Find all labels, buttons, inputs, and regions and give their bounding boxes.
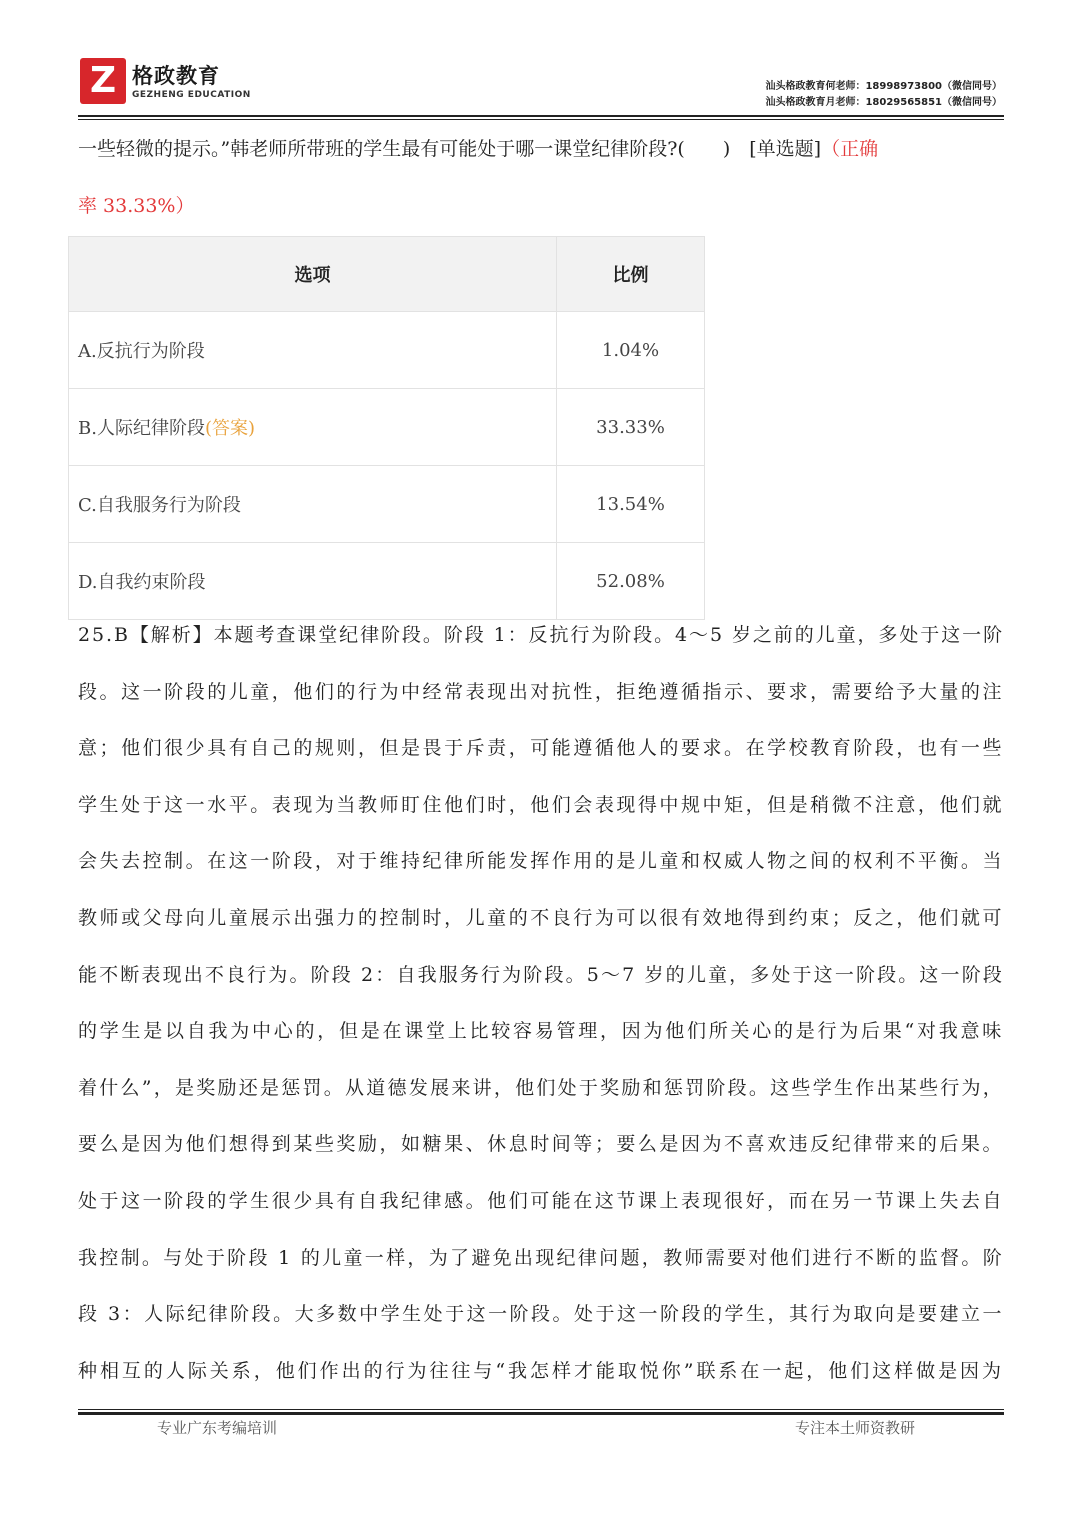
option-label: D.自我约束阶段 [78, 572, 206, 593]
option-cell [69, 466, 557, 543]
analysis-line: 着什么”，是奖励还是惩罚。从道德发展来讲，他们处于奖励和惩罚阶段。这些学生作出某些行为， [78, 1076, 1004, 1099]
column-header-option: 选项 [69, 237, 557, 312]
footer-left: 专业广东考编培训 [157, 1419, 278, 1437]
analysis-paragraph [78, 607, 1004, 1399]
analysis-line: 意；他们很少具有自己的规则，但是畏于斥责，可能遵循他人的要求。在学校教育阶段，也有一些 [78, 737, 1004, 760]
question-line-1 [78, 121, 1004, 178]
question-line-2: 率 33.33%） [78, 195, 195, 217]
ratio-cell: 52.08% [557, 543, 705, 620]
ratio-cell: 33.33% [557, 389, 705, 466]
analysis-line: 种相互的人际关系，他们作出的行为往往与“我怎样才能取悦你”联系在一起，他们这样做是因为 [78, 1359, 1004, 1382]
option-cell [69, 389, 557, 466]
analysis-line: 我控制。与处于阶段 1 的儿童一样，为了避免出现纪律问题，教师需要对他们进行不断的监督。阶 [78, 1246, 1004, 1269]
page-header [0, 0, 1080, 120]
option-label: A.反抗行为阶段 [78, 341, 205, 362]
option-cell [69, 312, 557, 389]
answer-tag: (答案) [204, 418, 255, 439]
analysis-line: 25.B【解析】本题考查课堂纪律阶段。阶段 1：反抗行为阶段。4～5 岁之前的儿童，多处于这一阶 [78, 624, 1004, 646]
logo-english: GEZHENG EDUCATION [132, 90, 251, 100]
analysis-line: 学生处于这一水平。表现为当教师盯住他们时，他们会表现得中规中矩，但是稍微不注意，他们就 [78, 793, 1004, 816]
logo-mark-letter: Z [89, 60, 117, 101]
question-text: 一些轻微的提示。”韩老师所带班的学生最有可能处于哪一课堂纪律阶段?( ) [单选题] [78, 138, 822, 160]
footer-right: 专注本土师资教研 [795, 1419, 916, 1437]
logo-name: 格政教育 [132, 64, 220, 88]
option-label: B.人际纪律阶段 [78, 418, 205, 439]
gezheng-logo [80, 58, 250, 110]
table-header-row [69, 237, 705, 312]
analysis-line: 教师或父母向儿童展示出强力的控制时，儿童的不良行为可以很有效地得到约束；反之，他们就可 [78, 906, 1004, 929]
table-row [69, 389, 705, 466]
ratio-cell: 13.54% [557, 466, 705, 543]
contact-info [765, 79, 1002, 111]
header-divider [78, 115, 1004, 120]
ratio-cell: 1.04% [557, 312, 705, 389]
analysis-line: 段。这一阶段的儿童，他们的行为中经常表现出对抗性，拒绝遵循指示、要求，需要给予大量的注 [78, 680, 1004, 703]
analysis-line: 能不断表现出不良行为。阶段 2：自我服务行为阶段。5～7 岁的儿童，多处于这一阶段。这一阶段 [78, 963, 1004, 986]
contact-line: 汕头格政教育月老师：18029565851（微信同号） [765, 97, 1002, 108]
analysis-line: 会失去控制。在这一阶段，对于维持纪律所能发挥作用的是儿童和权威人物之间的权利不平衡。当 [78, 850, 1004, 873]
analysis-line: 要么是因为他们想得到某些奖励，如糖果、休息时间等；要么是因为不喜欢违反纪律带来的后果。 [78, 1133, 1004, 1156]
table-row [69, 312, 705, 389]
column-header-ratio: 比例 [557, 237, 705, 312]
analysis-line: 段 3：人际纪律阶段。大多数中学生处于这一阶段。处于这一阶段的学生，其行为取向是要建立一 [78, 1303, 1004, 1326]
option-label: C.自我服务行为阶段 [78, 495, 241, 516]
footer-divider [78, 1409, 1004, 1415]
table-row [69, 466, 705, 543]
analysis-line: 的学生是以自我为中心的，但是在课堂上比较容易管理，因为他们所关心的是行为后果“对我意味 [78, 1020, 1004, 1043]
options-table [68, 236, 705, 620]
accuracy-label: （正确 [821, 138, 879, 160]
analysis-line: 处于这一阶段的学生很少具有自我纪律感。他们可能在这节课上表现很好，而在另一节课上失去自 [78, 1189, 1004, 1212]
contact-line: 汕头格政教育何老师：18998973800（微信同号） [765, 81, 1002, 92]
